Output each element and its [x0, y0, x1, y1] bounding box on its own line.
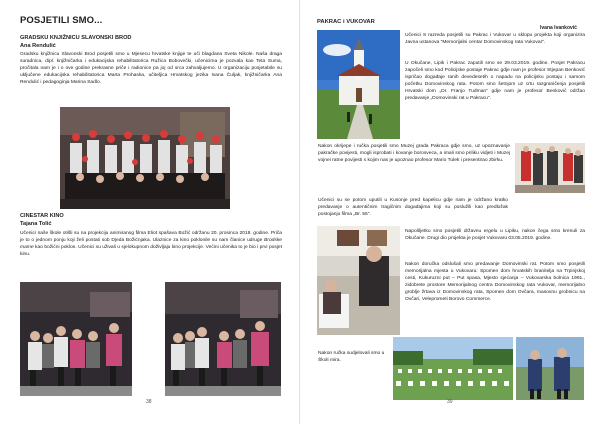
kusonje-text: Učenici su se potom uputili u Kusonje pred kapelicu gdje nam je održano kratko predavanje o autentičnim tragičnim događajima koji su poslužili kao predložak postojanju filma „Br. 55".: [318, 198, 508, 218]
library-author: Ana Rendulić: [20, 43, 56, 49]
pakrac-intro-text: Učenici 8 razreda posjetili su Pakrac i Vukovar u sklopu projekta koji organizira Javna ustanova "Memorijalni centar Domovinskog rata Vukovar".: [405, 33, 585, 46]
cinema-text: Učenici naše škole otišli su na projekciju animiranog filma Eliot spašava Božić održanu 20. prosinca 2018. godine. Priča je to o jednom ponju koji želi postati sob Djeda Božićnjaka. Ulaznice za kino poklonile su nam članice udruge Brodske mame kao božićni poklon. Učenici su uživali u sjelokupnom doživljaju kino projekcije. Većini učenika to je bio i prvi posjet kinu.: [20, 231, 282, 258]
page-title: POSJETILI SMO...: [20, 15, 103, 26]
pakrac-visit-text: U Okučane, Lipik i Pakrac zaputili smo se 29.03.2019. godine. Posjet Pakracu započeli smo kod Policijske postaje Pakrac gdje nam je profesor Stjepan Benković ispričao događaje ranih devedesetih o napadu na policijsku postaju i samom početku Domovinskog rata. Potom smo šetnjom uz crtu razgraničenja posjetili Hrvatski dom „Dr. Franjo Tuđman" gdje nam je profesor Benković održao predavanje „Domovinski rat u Pakracu".: [405, 61, 585, 102]
museum-text: Nakon okrijepe i ručka posjetili smo Muzej grada Pakraca gdje smo, uz upoznavanje pakračke povijesti, mogli isprobati i kovanje borosveca, a imali smo priliku vidjeti i Muzej vojnei ratne povijesti s kojim nas je upoznao profesor Mario Tulek i presentirao zbirku.: [318, 144, 510, 164]
right-page-author: Ivana Ivanković: [540, 25, 577, 31]
lecture-photo: [317, 226, 400, 335]
library-heading: GRADSKU KNJIŽNICU SLAVONSKI BROD: [20, 35, 132, 41]
library-group-photo: [60, 107, 230, 209]
library-text: Gradsku knjižnicu Slavonski Brod posjetili smo u Mjesecu hrvatske knjige te uči blagdana Sveta Nikole. Naša draga suradnica, dipl. knjižničarka i edukacijska rehabilitatorica Ružica Bobovečki, učenicima je pozvala kao Teta Suma, pročitala nam je i o ove godine prekrasne priče i radionice pa joj od srca zahvaljujemo. U organizaciju posjetabile su uključene edukacijska rehabilitatorica Marta Prohaska, učiteljica Hrvatskog jezika Ivana Čuljak, knjižničarka Ana Rendulić i pedagoginja Marina Sadlo.: [20, 52, 282, 86]
lipik-text: Napošljetku smo posjetili državnu ergelu u Lipiku, nakon čega smo krenuli za Okučane. Drugi dio projekta je posjet Vukovaru 03.05.2019. godine.: [405, 229, 585, 242]
students-outdoor-photo: [516, 337, 584, 400]
cinema-heading: CINESTAR KINO: [20, 213, 64, 219]
cinema-author: Tajana Tolić: [20, 221, 52, 227]
page-number-right: 39: [447, 399, 453, 405]
cinema-photo-1: [20, 282, 132, 396]
cinema-photo-2: [165, 282, 281, 396]
memorial-cemetery-photo: [393, 337, 513, 400]
school-of-peace-text: Nakon ručka sudjelovali smo u Školi mira.: [318, 351, 385, 364]
page-number-left: 38: [146, 399, 152, 405]
right-page-title: PAKRAC i VUKOVAR: [317, 19, 375, 25]
vukovar-memorial-text: Nakon doručka odslušali smo predavanje Domovinski rat. Potom smo posjetili memorijalna mjesta u Vukovaru: Spomen dom hrvatskih branitelja na Trpinjskoj cesti, Kukuruzni put – Put spasa, Mjesto sjećanja – Vukovarska bolnica 1991., zidobrete prostore Memorijalnog centra Domovinskog rata Vukovar, memorijalno groblje žrtava iz Domovinskog rata, Spomen dom Ovčara, masovnu grobnicu na Ovčari, Veleprometi Borovo Commerce.: [405, 262, 585, 303]
vukovar-group-photo: [515, 143, 585, 193]
pakrac-church-photo: [317, 30, 400, 139]
